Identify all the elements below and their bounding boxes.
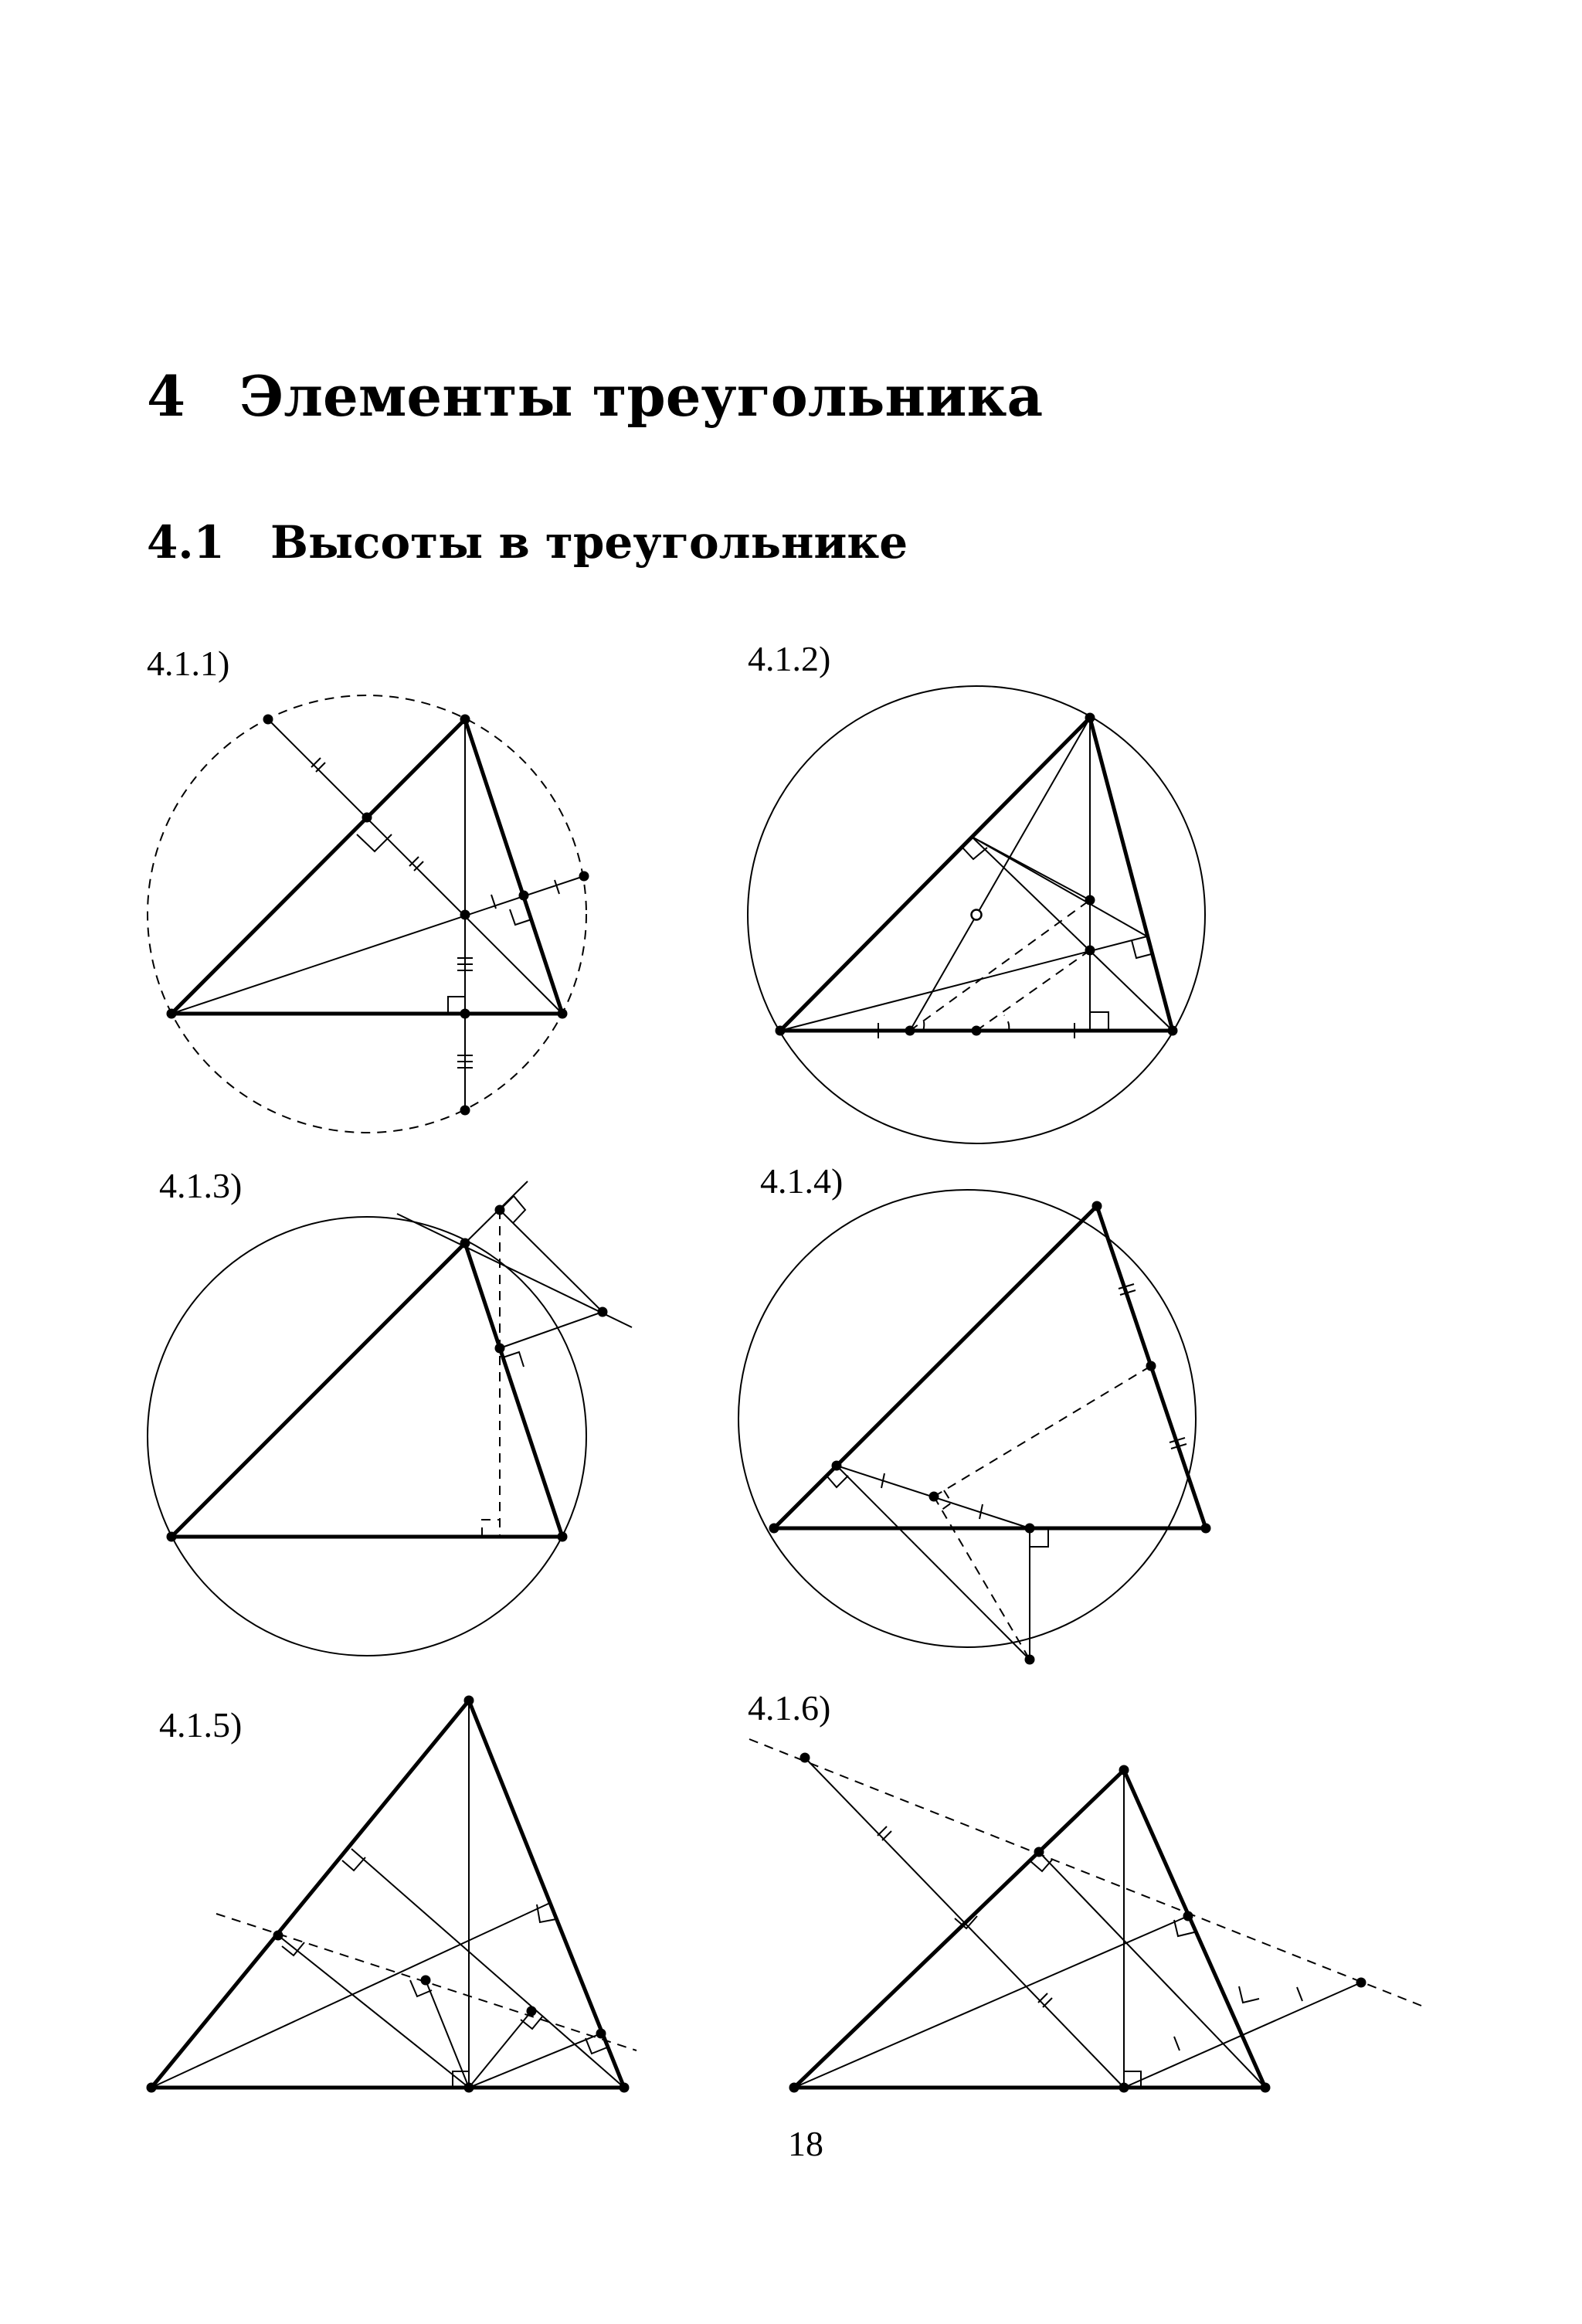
points xyxy=(147,1696,630,2093)
angle-arc xyxy=(1004,1015,1009,1031)
figure-4-1-1 xyxy=(148,695,589,1133)
right-angle-marks xyxy=(282,1857,607,2088)
chapter-number: 4 xyxy=(147,363,186,429)
altitude-left-vertex xyxy=(794,1916,1188,2088)
page-number: 18 xyxy=(788,2124,823,2163)
segment xyxy=(972,837,1090,900)
line-through-foot xyxy=(805,1758,1124,2088)
perpendicular xyxy=(500,1210,603,1312)
altitude-right-vertex xyxy=(1039,1852,1265,2088)
altitude-right-vertex xyxy=(351,1849,624,2088)
dashed-segment xyxy=(910,900,1090,1031)
dashed-segment xyxy=(976,950,1090,1031)
tick-marks xyxy=(878,1826,1302,2050)
points xyxy=(167,1205,608,1542)
triangle xyxy=(171,1243,562,1537)
triangle xyxy=(794,1770,1265,2088)
angle-arc xyxy=(922,1015,924,1031)
figure-label-4-1-4: 4.1.4) xyxy=(760,1161,844,1201)
points xyxy=(769,1201,1211,1665)
triangle xyxy=(774,1206,1206,1528)
section-number: 4.1 xyxy=(147,516,225,569)
right-angle-mark xyxy=(827,1476,848,1487)
figure-4-1-3 xyxy=(148,1181,632,1656)
figure-label-4-1-2: 4.1.2) xyxy=(748,639,831,678)
figure-4-1-5 xyxy=(147,1696,637,2093)
circumcircle xyxy=(148,695,586,1133)
dashed-segment xyxy=(934,1366,1151,1497)
triangle xyxy=(171,719,562,1014)
foot-perpendicular xyxy=(278,1935,469,2088)
tick-marks xyxy=(881,1284,1186,1519)
foot-perpendicular xyxy=(469,2034,601,2088)
foot-perpendicular xyxy=(469,2011,531,2088)
triangle xyxy=(780,718,1173,1031)
altitude-right-vertex xyxy=(268,719,562,1014)
figure-4-1-2 xyxy=(748,686,1205,1143)
section-title-text: Высоты в треугольнике xyxy=(270,516,908,569)
points xyxy=(776,713,1178,1036)
triangle xyxy=(151,1701,624,2088)
circumcircle xyxy=(738,1190,1196,1647)
figure-label-4-1-5: 4.1.5) xyxy=(159,1705,243,1745)
right-angle-mark xyxy=(1090,1012,1108,1031)
figure-4-1-4 xyxy=(738,1190,1211,1665)
points xyxy=(789,1753,1366,2093)
figure-4-1-6 xyxy=(749,1739,1421,2093)
points xyxy=(167,715,589,1116)
dashed-line xyxy=(749,1739,1421,2006)
circumcenter xyxy=(972,910,982,920)
figure-label-4-1-6: 4.1.6) xyxy=(748,1688,831,1728)
tangent-line xyxy=(397,1214,632,1327)
chapter-title-text: Элементы треугольника xyxy=(239,363,1044,429)
right-angle-mark xyxy=(482,1520,500,1537)
figure-label-4-1-3: 4.1.3) xyxy=(159,1166,243,1205)
circumcircle xyxy=(148,1217,586,1656)
tick-marks xyxy=(311,758,559,1068)
altitude-left-vertex xyxy=(151,1903,550,2088)
figure-label-4-1-1: 4.1.1) xyxy=(147,644,230,683)
